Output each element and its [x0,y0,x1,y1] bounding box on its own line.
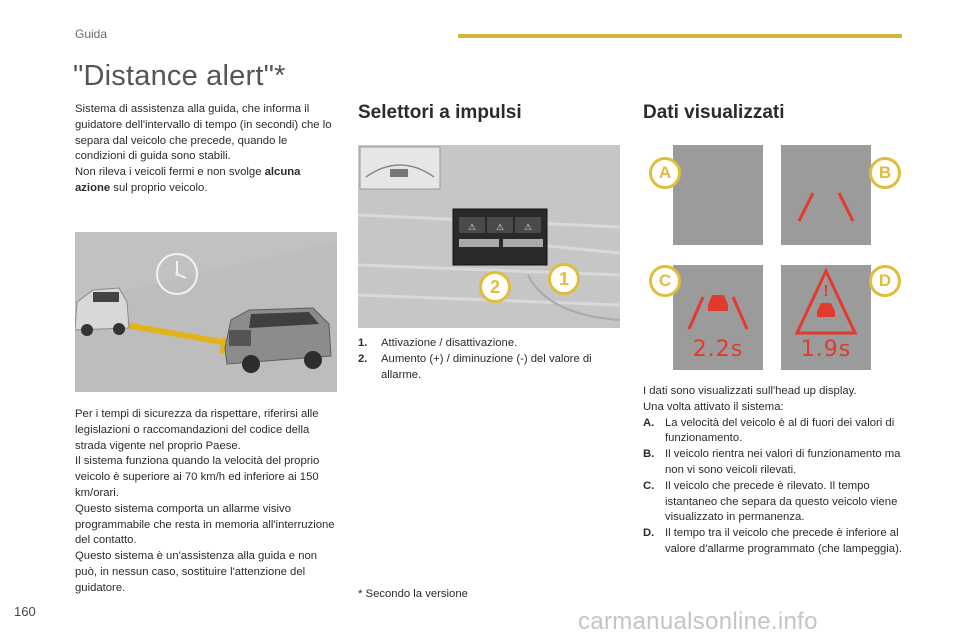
callout-1: 1 [548,263,580,295]
item-label: D. [643,527,655,540]
lower-paragraph [75,407,337,597]
item-number: 1. [358,337,368,349]
svg-text:⚠: ⚠ [523,223,533,233]
item-label: B. [643,448,655,461]
dati-text [643,384,907,558]
list-item [643,479,907,526]
lower-text-3: Questo sistema comporta un allarme visivo programmabile che resta in memoria all'interruzione del contatto. [75,502,335,547]
distance-illustration-graphic [75,232,337,392]
item-label: C. [643,479,655,492]
watermark: carmanualsonline.info [578,608,818,635]
footnote: * Secondo la versione [358,588,468,600]
item-text: Il veicolo che precede è rilevato. Il tempo istantaneo che separa da questo veicolo viene visualizzato in permanenza. [665,479,898,524]
selettori-list [358,336,620,383]
label-d: D [869,265,901,297]
intro-text-3: sul proprio veicolo. [110,181,208,194]
section-label: Guida [75,27,108,41]
header-accent-bar [458,34,902,38]
intro-text-2: Non rileva i veicoli fermi e non svolge [75,166,265,179]
time-value-d: 1.9s [800,337,852,362]
hud-panel-b [781,145,871,245]
dashboard-inset [360,147,440,189]
switch-panel [453,209,547,265]
distance-illustration [75,232,337,392]
lower-text-1: Per i tempi di sicurezza da rispettare, riferirsi alle legislazioni o raccomandazioni del codice della strada vigente nel proprio Paese. [75,408,319,452]
warning-icon: ! [823,283,829,300]
list-item [643,416,907,448]
item-text: La velocità del veicolo è al di fuori dei valori di funzionamento. [665,416,895,445]
selettori-heading: Selettori a impulsi [358,102,522,123]
time-value-c: 2.2s [692,337,744,362]
intro-text: Sistema di assistenza alla guida, che informa il guidatore dell'intervallo di tempo (in secondi) che lo separa dal veicolo che precede, quando le condizioni di guida sono stabili. [75,103,332,163]
list-item [358,336,620,352]
list-item [358,352,620,384]
dati-heading: Dati visualizzati [643,102,785,123]
intro-bold: alcuna azione [75,166,301,194]
item-text: Il tempo tra il veicolo che precede è inferiore al valore d'allarme programmato (che lampeggia). [665,527,902,555]
page-title: "Distance alert"* [73,60,286,92]
item-number: 2. [358,352,368,365]
item-text: Aumento (+) / diminuzione (-) del valore di allarme. [381,352,592,381]
intro-paragraph [75,102,337,197]
lane-lines-graphic [781,145,871,245]
item-text: Il veicolo rientra nei valori di funzionamento ma non vi sono veicoli rilevati. [665,448,901,476]
hud-panel-a [673,145,763,245]
hud-panels [643,145,905,375]
label-c: C [649,265,681,297]
selector-illustration [358,145,620,328]
item-label: A. [643,416,655,429]
list-item [643,526,907,558]
dati-intro-2: Una volta attivato il sistema: [643,400,784,413]
lower-text-2: Il sistema funziona quando la velocità del proprio veicolo è superiore ai 70 km/h ed inferiore ai 150 km/orari. [75,455,320,499]
page-number: 160 [14,604,36,619]
item-text: Attivazione / disattivazione. [381,337,518,349]
dati-intro-1: I dati sono visualizzati sull'head up display. [643,385,857,397]
svg-text:⚠: ⚠ [467,223,477,233]
lower-text-4: Questo sistema è un'assistenza alla guida e non può, in nessun caso, sostituire l'attenzione del guidatore. [75,550,318,594]
label-b: B [869,157,901,189]
callout-2: 2 [479,271,511,303]
label-a: A [649,157,681,189]
list-item [643,447,907,479]
svg-text:⚠: ⚠ [495,223,505,233]
